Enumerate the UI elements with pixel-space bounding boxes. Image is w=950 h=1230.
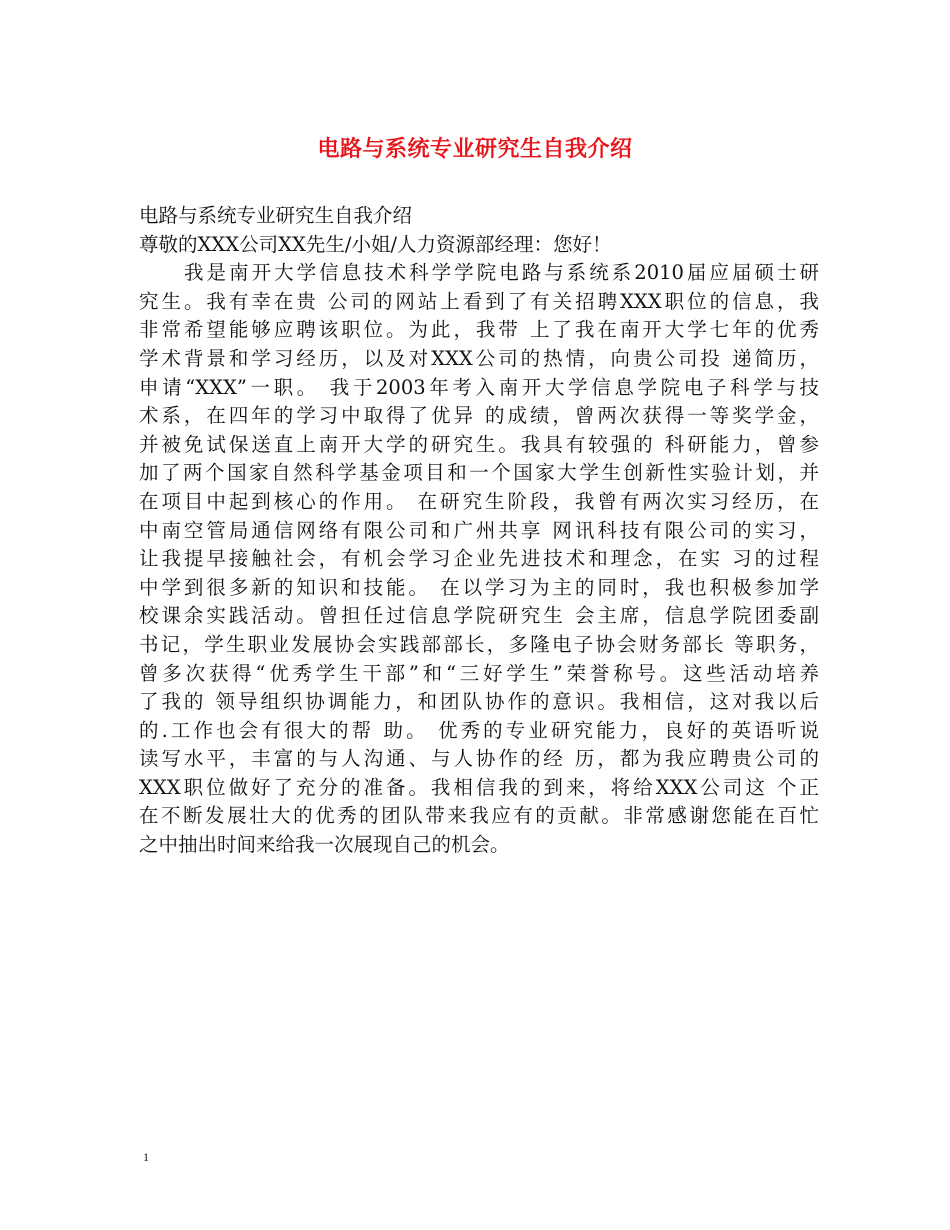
body-line: 曾多次获得“优秀学生干部”和“三好学生”荣誉称号。这些活动培养 bbox=[139, 661, 819, 685]
body-line: 尊敬的XXX公司XX先生/小姐/人力资源部经理：您好！ bbox=[139, 232, 612, 256]
document-title: 电路与系统专业研究生自我介绍 bbox=[317, 136, 633, 162]
body-line: XXX职位做好了充分的准备。我相信我的到来，将给XXX公司这 个正 bbox=[139, 775, 819, 799]
body-line: 学术背景和学习经历，以及对XXX公司的热情，向贵公司投 递简历， bbox=[139, 346, 819, 370]
document-body bbox=[139, 202, 819, 860]
body-line: 术系，在四年的学习中取得了优异 的成绩，曾两次获得一等奖学金， bbox=[139, 404, 819, 428]
body-line: 电路与系统专业研究生自我介绍 bbox=[139, 204, 413, 227]
body-line: 中南空管局通信网络有限公司和广州共享 网讯科技有限公司的实习， bbox=[139, 518, 819, 542]
body-line: 加了两个国家自然科学基金项目和一个国家大学生创新性实验计划，并 bbox=[139, 461, 819, 485]
body-line: 非常希望能够应聘该职位。为此，我带 上了我在南开大学七年的优秀 bbox=[139, 318, 819, 342]
page-number: 1 bbox=[143, 1150, 149, 1164]
body-line: 的.工作也会有很大的帮 助。 优秀的专业研究能力，良好的英语听说 bbox=[139, 718, 819, 742]
body-line: 读写水平，丰富的与人沟通、与人协作的经 历，都为我应聘贵公司的 bbox=[139, 747, 819, 771]
body-line: 之中抽出时间来给我一次展现自己的机会。 bbox=[139, 833, 510, 857]
body-line: 中学到很多新的知识和技能。 在以学习为主的同时，我也积极参加学 bbox=[139, 575, 819, 599]
body-line: 在项目中起到核心的作用。 在研究生阶段，我曾有两次实习经历，在 bbox=[139, 489, 819, 513]
body-line: 书记，学生职业发展协会实践部部长，多隆电子协会财务部长 等职务， bbox=[139, 632, 819, 656]
body-line: 校课余实践活动。曾担任过信息学院研究生 会主席，信息学院团委副 bbox=[139, 604, 819, 628]
body-line: 申请“XXX”一职。 我于2003年考入南开大学信息学院电子科学与技 bbox=[139, 375, 819, 399]
body-line: 让我提早接触社会，有机会学习企业先进技术和理念，在实 习的过程 bbox=[139, 547, 819, 571]
body-line: 究生。我有幸在贵 公司的网站上看到了有关招聘XXX职位的信息，我 bbox=[139, 289, 819, 313]
body-line: 我是南开大学信息技术科学学院电路与系统系2010届应届硕士研 bbox=[139, 261, 819, 285]
body-line: 在不断发展壮大的优秀的团队带来我应有的贡献。非常感谢您能在百忙 bbox=[139, 804, 819, 828]
body-line: 并被免试保送直上南开大学的研究生。我具有较强的 科研能力，曾参 bbox=[139, 432, 819, 456]
body-line: 了我的 领导组织协调能力，和团队协作的意识。我相信，这对我以后 bbox=[139, 690, 819, 714]
